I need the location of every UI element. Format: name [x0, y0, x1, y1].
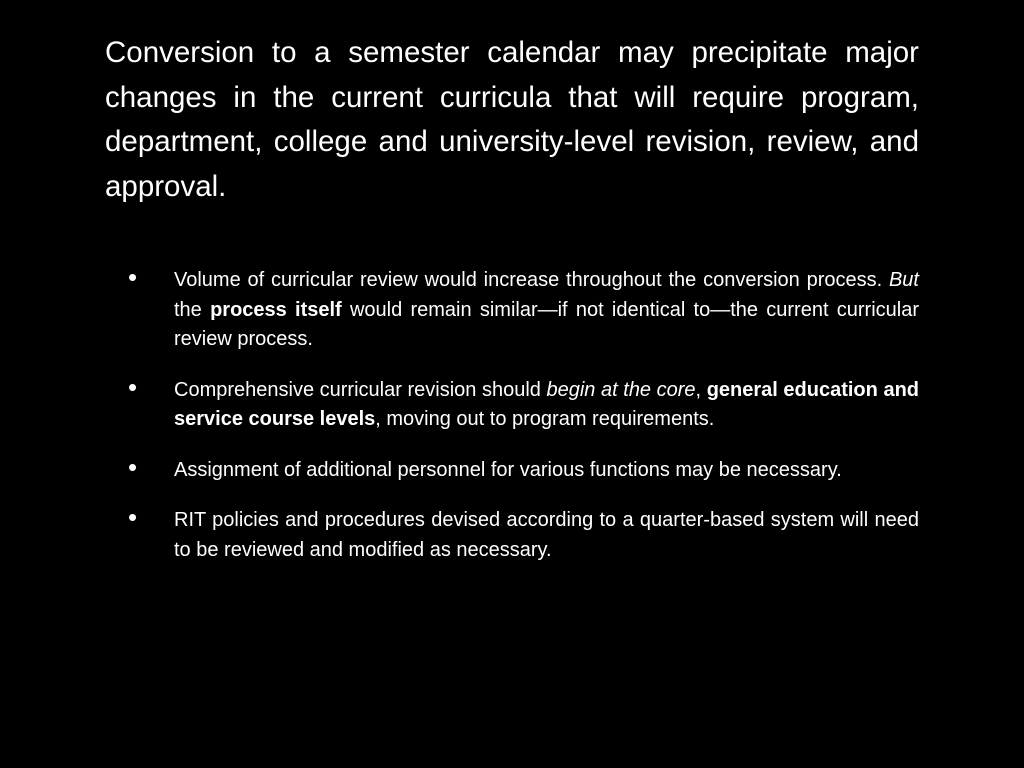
bullet-item-comprehensive-revision [0, 371, 1024, 435]
slide-heading: Conversion to a semester calendar may precipitate major changes in the current curricula that will require program, department, college and university-level revision, review, and approval. [105, 36, 919, 203]
bullet-bold: general education and service course levels [174, 378, 919, 430]
bullet-emphasis: begin at the core [546, 378, 696, 401]
bullet-text [174, 266, 919, 355]
bullet-text: Assignment of additional personnel for various functions may be necessary. [174, 458, 842, 481]
bullet-text: RIT policies and procedures devised according to a quarter-based system will need to be reviewed and modified as necessary. [174, 509, 919, 561]
bullet-list [0, 262, 1024, 586]
bullet-text-run: , [695, 378, 707, 401]
bullet-text [174, 376, 919, 435]
bullet-dot-icon: • [128, 262, 138, 292]
bullet-dot-icon: • [128, 451, 138, 482]
bullet-text-run: the [174, 298, 211, 321]
bullet-dot-icon: • [128, 502, 138, 532]
bullet-dot-icon: • [128, 371, 138, 402]
bullet-emphasis: But [888, 269, 919, 291]
bullet-text-run: , moving out to program requirements. [375, 408, 715, 430]
bullet-item-volume-review [0, 262, 1024, 355]
bullet-item-additional-personnel [0, 451, 1024, 486]
bullet-text-run: would remain similar—if not identical to—the current curricular review process. [174, 298, 920, 350]
bullet-text-run: Comprehensive curricular revision should [174, 378, 547, 401]
bullet-text-run: Volume of curricular review would increase throughout the conversion process. [174, 269, 889, 291]
bullet-item-rit-policies [0, 502, 1024, 565]
bullet-bold: process itself [210, 298, 342, 321]
